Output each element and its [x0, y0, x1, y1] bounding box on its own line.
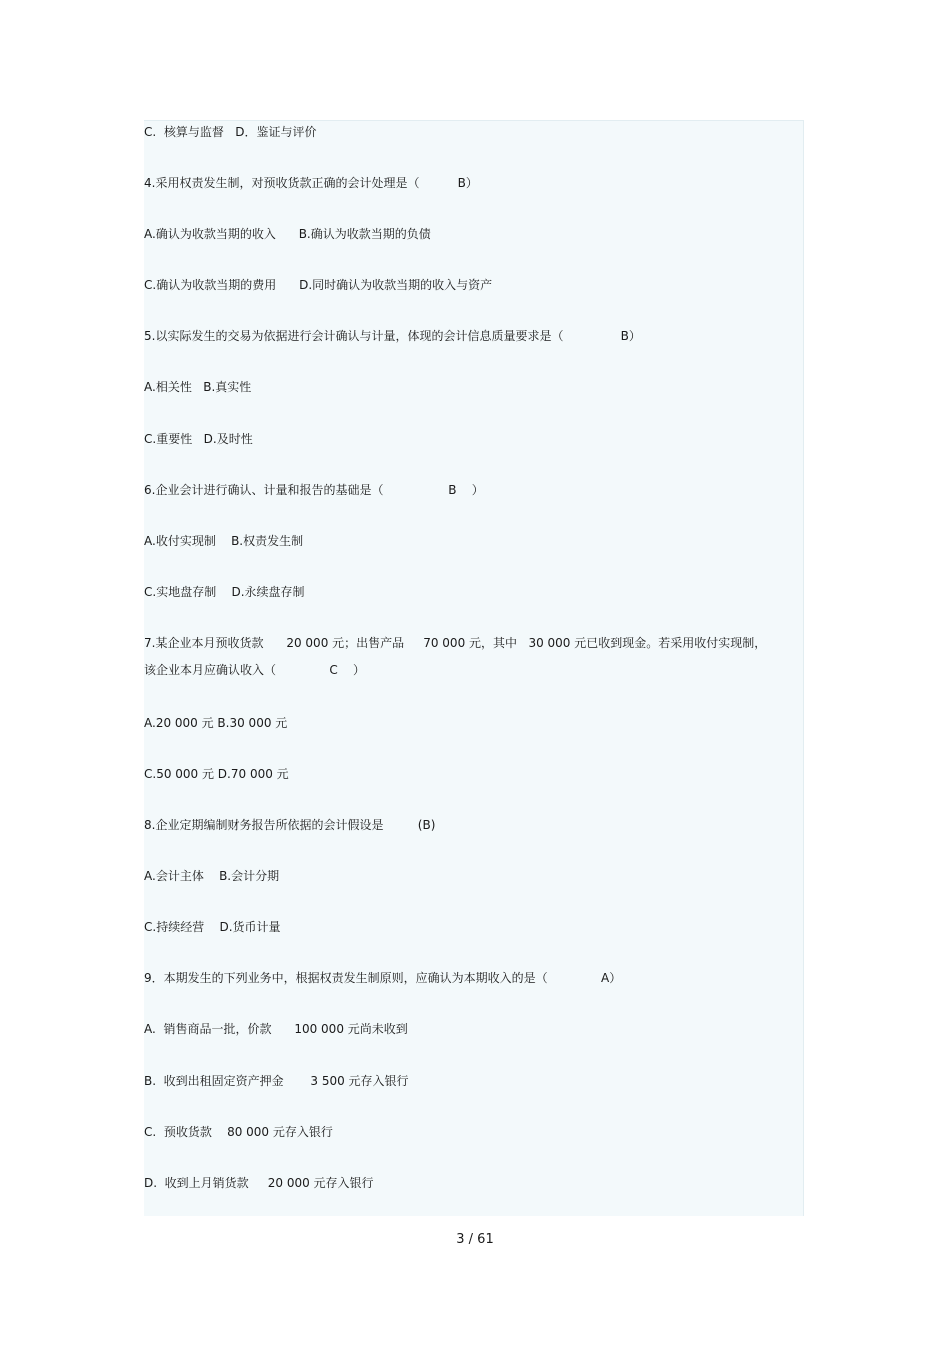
question-7-continued: 该企业本月应确认收入（ C ）	[144, 663, 366, 677]
question-9-option-b: B. 收到出租固定资产押金 3 500 元存入银行	[144, 1074, 409, 1088]
question-8-options-ab: A.会计主体 B.会计分期	[144, 869, 280, 883]
question-9-option-d: D. 收到上月销货款 20 000 元存入银行	[144, 1176, 374, 1190]
question-4-options-ab: A.确认为收款当期的收入 B.确认为收款当期的负债	[144, 227, 431, 241]
question-7-options-cd: C.50 000 元 D.70 000 元	[144, 767, 289, 781]
question-8-options-cd: C.持续经营 D.货币计量	[144, 920, 281, 934]
question-4-options-cd: C.确认为收款当期的费用 D.同时确认为收款当期的收入与资产	[144, 278, 493, 292]
question-7: 7.某企业本月预收货款 20 000 元；出售产品 70 000 元，其中 30 000 元已收到现金。若采用收付实现制，	[144, 636, 767, 650]
question-5-options-ab: A.相关性 B.真实性	[144, 380, 252, 394]
page-number: 3 / 61	[456, 1232, 494, 1247]
question-4: 4.采用权责发生制，对预收货款正确的会计处理是（ B）	[144, 176, 478, 190]
question-9-option-a: A. 销售商品一批，价款 100 000 元尚未收到	[144, 1022, 408, 1036]
question-9-option-c: C. 预收货款 80 000 元存入银行	[144, 1125, 333, 1139]
question-5-options-cd: C.重要性 D.及时性	[144, 432, 253, 446]
question-5: 5.以实际发生的交易为依据进行会计确认与计量，体现的会计信息质量要求是（ B）	[144, 329, 641, 343]
question-8: 8.企业定期编制财务报告所依据的会计假设是 (B)	[144, 818, 436, 832]
question-6-options-ab: A.收付实现制 B.权责发生制	[144, 534, 304, 548]
question-9: 9．本期发生的下列业务中，根据权责发生制原则，应确认为本期收入的是（ A）	[144, 971, 622, 985]
question-6: 6.企业会计进行确认、计量和报告的基础是（ B ）	[144, 483, 484, 497]
text-line: C. 核算与监督 D．鉴证与评价	[144, 125, 317, 139]
question-7-options-ab: A.20 000 元 B.30 000 元	[144, 716, 288, 730]
question-6-options-cd: C.实地盘存制 D.永续盘存制	[144, 585, 305, 599]
